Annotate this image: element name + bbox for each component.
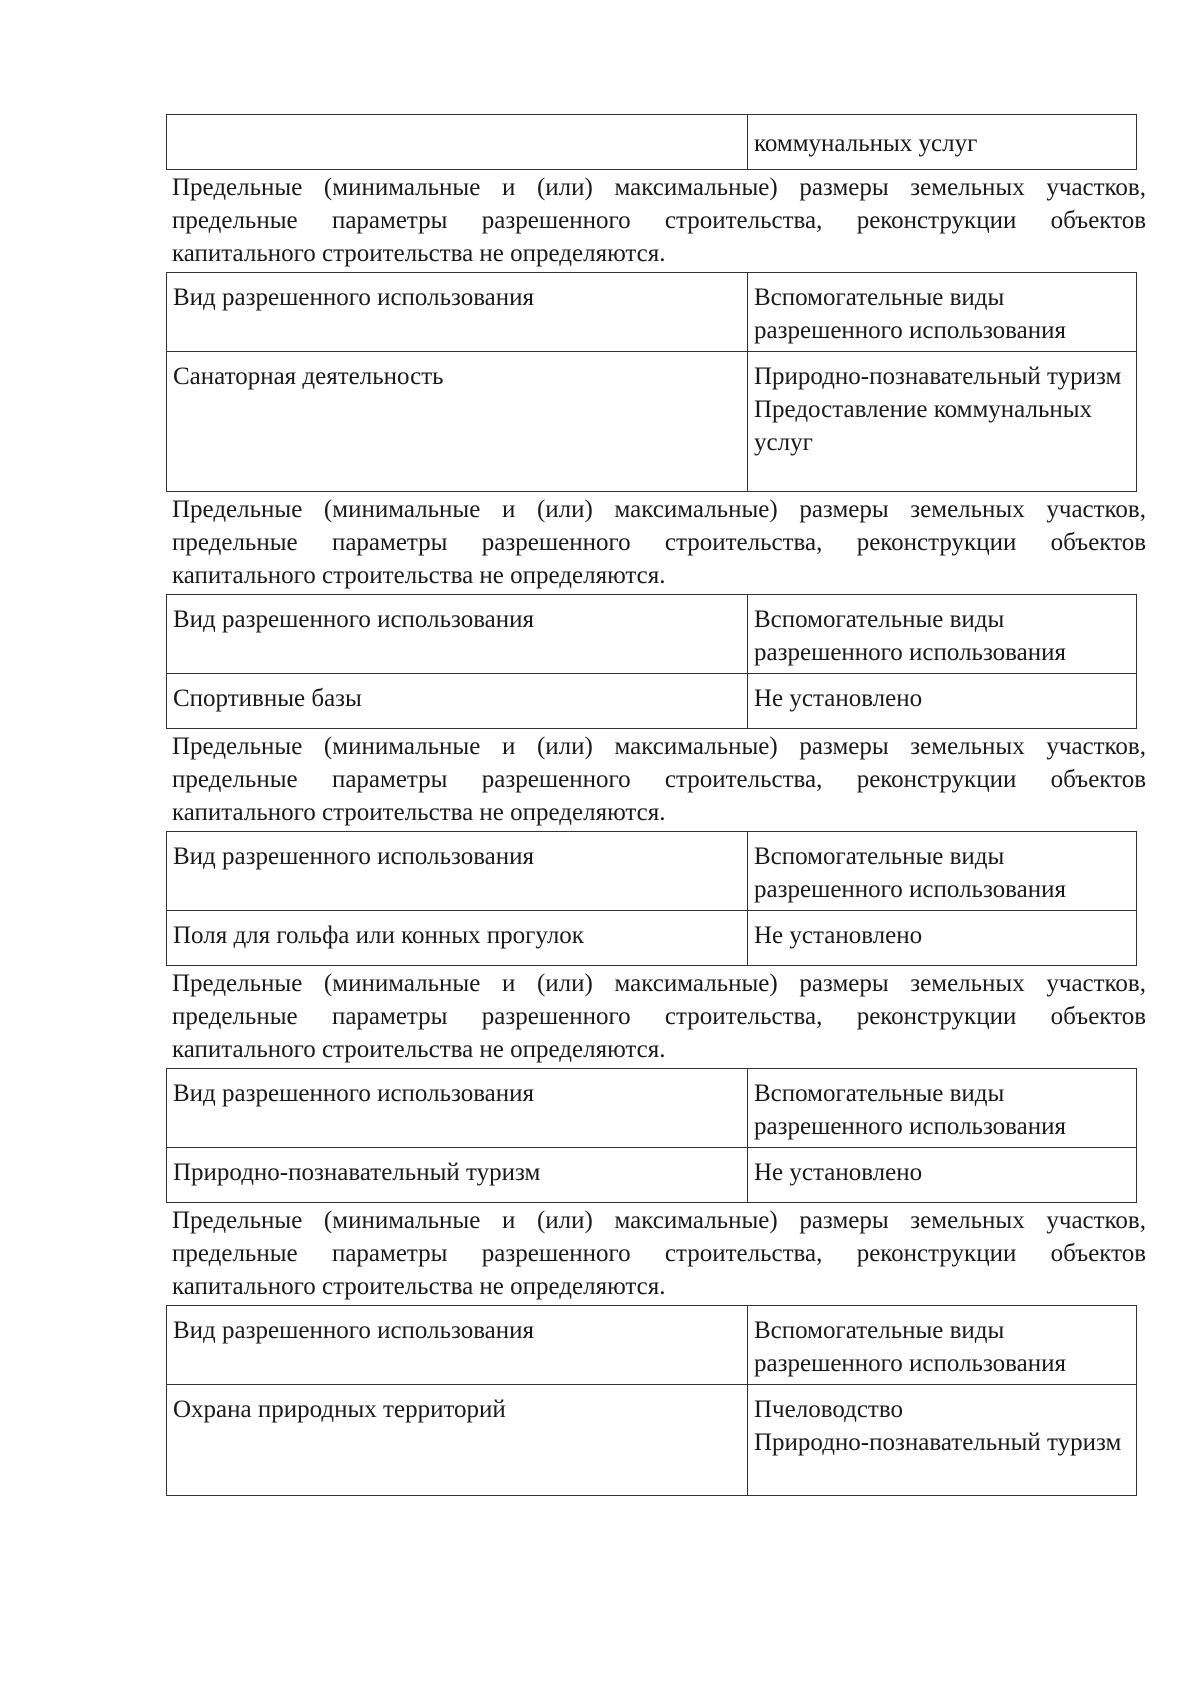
table-header-row xyxy=(167,595,1137,674)
auxiliary-item: Природно-познавательный туризм xyxy=(754,363,1122,390)
table-row xyxy=(167,911,1137,966)
limits-paragraph: Предельные (минимальные и (или) максимальные) размеры земельных участков, предельные параметры разрешенного строительства, реконструкции объектов капитального строительства не определяются. xyxy=(172,733,1146,826)
table-golf xyxy=(166,831,1137,966)
table-eco-tourism xyxy=(166,1068,1137,1203)
cell-use-type: Санаторная деятельность xyxy=(167,352,748,492)
auxiliary-item: Предоставление коммунальных услуг xyxy=(754,396,1093,456)
cell-auxiliary-use xyxy=(748,1385,1137,1496)
header-auxiliary-use: Вспомогательные виды разрешенного использования xyxy=(748,832,1137,911)
table-row xyxy=(167,352,1137,492)
table-sanatorium xyxy=(166,272,1137,492)
limits-paragraph: Предельные (минимальные и (или) максимальные) размеры земельных участков, предельные параметры разрешенного строительства, реконструкции объектов капитального строительства не определяются. xyxy=(172,970,1146,1063)
table-header-row xyxy=(167,832,1137,911)
table-row xyxy=(167,1148,1137,1203)
header-auxiliary-use: Вспомогательные виды разрешенного использования xyxy=(748,273,1137,352)
document-page xyxy=(166,114,1146,1496)
limits-paragraph: Предельные (минимальные и (или) максимальные) размеры земельных участков, предельные параметры разрешенного строительства, реконструкции объектов капитального строительства не определяются. xyxy=(172,1207,1146,1300)
header-use-type: Вид разрешенного использования xyxy=(167,273,748,352)
header-use-type: Вид разрешенного использования xyxy=(167,832,748,911)
cell-use-type: Природно-познавательный туризм xyxy=(167,1148,748,1203)
cell-auxiliary-use: Не установлено xyxy=(748,911,1137,966)
cell-auxiliary-use xyxy=(748,352,1137,492)
table-row xyxy=(167,1385,1137,1496)
table-header-row xyxy=(167,273,1137,352)
table-nature-protection xyxy=(166,1305,1137,1496)
table-row xyxy=(167,674,1137,729)
cell-auxiliary-use: Не установлено xyxy=(748,674,1137,729)
table-header-row xyxy=(167,1069,1137,1148)
cell-use-type: Спортивные базы xyxy=(167,674,748,729)
cell-use-type: Охрана природных территорий xyxy=(167,1385,748,1496)
table-sport-bases xyxy=(166,594,1137,729)
header-auxiliary-use: Вспомогательные виды разрешенного использования xyxy=(748,595,1137,674)
header-use-type: Вид разрешенного использования xyxy=(167,1306,748,1385)
header-auxiliary-use: Вспомогательные виды разрешенного использования xyxy=(748,1069,1137,1148)
cell-use-type xyxy=(167,115,748,170)
table-row xyxy=(167,115,1137,170)
limits-paragraph: Предельные (минимальные и (или) максимальные) размеры земельных участков, предельные параметры разрешенного строительства, реконструкции объектов капитального строительства не определяются. xyxy=(172,174,1146,267)
cell-auxiliary-use: коммунальных услуг xyxy=(748,115,1137,170)
header-use-type: Вид разрешенного использования xyxy=(167,1069,748,1148)
auxiliary-item: Природно-познавательный туризм xyxy=(754,1429,1122,1456)
table-continuation xyxy=(166,114,1137,170)
table-header-row xyxy=(167,1306,1137,1385)
header-use-type: Вид разрешенного использования xyxy=(167,595,748,674)
auxiliary-item: Пчеловодство xyxy=(754,1396,903,1423)
cell-auxiliary-use: Не установлено xyxy=(748,1148,1137,1203)
limits-paragraph: Предельные (минимальные и (или) максимальные) размеры земельных участков, предельные параметры разрешенного строительства, реконструкции объектов капитального строительства не определяются. xyxy=(172,496,1146,589)
header-auxiliary-use: Вспомогательные виды разрешенного использования xyxy=(748,1306,1137,1385)
cell-use-type: Поля для гольфа или конных прогулок xyxy=(167,911,748,966)
